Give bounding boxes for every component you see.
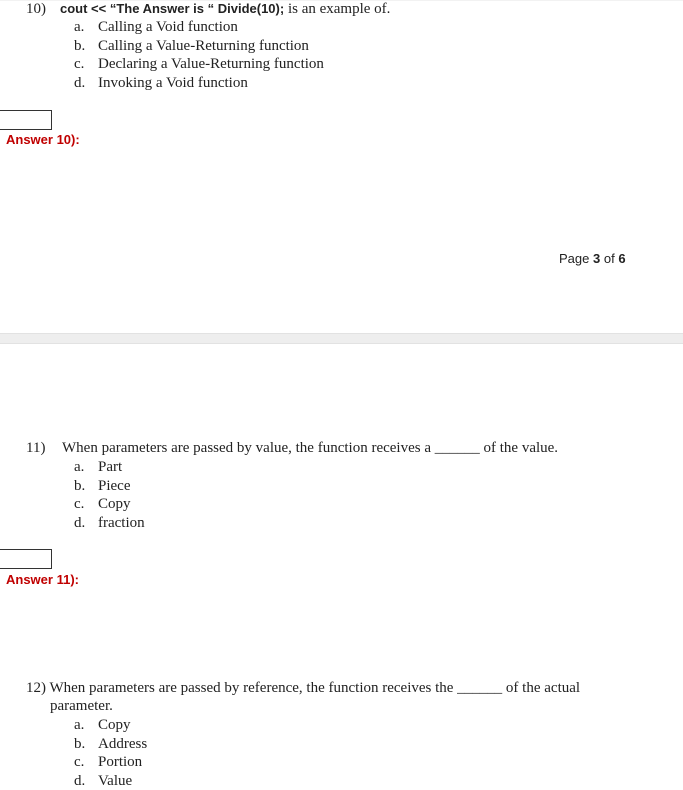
option-b: [74, 37, 324, 56]
question-10: [26, 1, 390, 18]
option-text: Declaring a Value-Returning function: [98, 56, 324, 72]
question-stem: When parameters are passed by value, the function receives a ______ of the value.: [62, 440, 558, 456]
option-a: [74, 18, 324, 37]
page-number: [559, 251, 626, 266]
option-text: Copy: [98, 496, 131, 512]
option-text: Value: [98, 773, 132, 789]
question-code: cout << “The Answer is “ Divide(10);: [60, 1, 284, 16]
option-text: Copy: [98, 717, 131, 733]
option-list: [74, 18, 324, 92]
option-text: Invoking a Void function: [98, 75, 248, 91]
question-stem-line1: When parameters are passed by reference, the function receives the ______ of the actual: [49, 680, 580, 696]
option-letter: a.: [74, 458, 98, 477]
question-stem-line2: parameter.: [50, 698, 113, 715]
option-letter: d.: [74, 514, 98, 533]
option-list: [74, 716, 147, 790]
page-word: Page: [559, 251, 589, 266]
option-text: Piece: [98, 478, 130, 494]
option-text: Calling a Void function: [98, 19, 238, 35]
answer-10-input[interactable]: [0, 110, 52, 130]
option-letter: a.: [74, 18, 98, 37]
option-d: [74, 74, 324, 93]
option-letter: b.: [74, 735, 98, 754]
option-a: [74, 716, 147, 735]
total-pages: 6: [618, 251, 625, 266]
option-b: [74, 735, 147, 754]
option-c: [74, 55, 324, 74]
option-text: fraction: [98, 515, 145, 531]
question-number: 12): [26, 680, 46, 696]
option-letter: c.: [74, 495, 98, 514]
answer-11-input[interactable]: [0, 549, 52, 569]
option-d: [74, 514, 145, 533]
option-c: [74, 495, 145, 514]
option-letter: d.: [74, 772, 98, 790]
current-page: 3: [593, 251, 600, 266]
option-text: Part: [98, 459, 122, 475]
option-text: Portion: [98, 754, 142, 770]
question-12: [26, 680, 580, 697]
option-letter: d.: [74, 74, 98, 93]
question-number: 11): [26, 440, 62, 457]
question-stem: is an example of.: [284, 1, 390, 17]
option-d: [74, 772, 147, 790]
option-letter: c.: [74, 55, 98, 74]
option-letter: b.: [74, 477, 98, 496]
option-text: Address: [98, 736, 147, 752]
answer-10-label: Answer 10):: [6, 132, 80, 147]
option-b: [74, 477, 145, 496]
of-word: of: [604, 251, 615, 266]
page-break: [0, 333, 683, 344]
option-letter: c.: [74, 753, 98, 772]
option-text: Calling a Value-Returning function: [98, 38, 309, 54]
question-11: [26, 440, 558, 457]
answer-11-label: Answer 11):: [6, 572, 79, 587]
option-a: [74, 458, 145, 477]
option-c: [74, 753, 147, 772]
option-letter: a.: [74, 716, 98, 735]
option-letter: b.: [74, 37, 98, 56]
question-number: 10): [26, 1, 60, 18]
option-list: [74, 458, 145, 532]
